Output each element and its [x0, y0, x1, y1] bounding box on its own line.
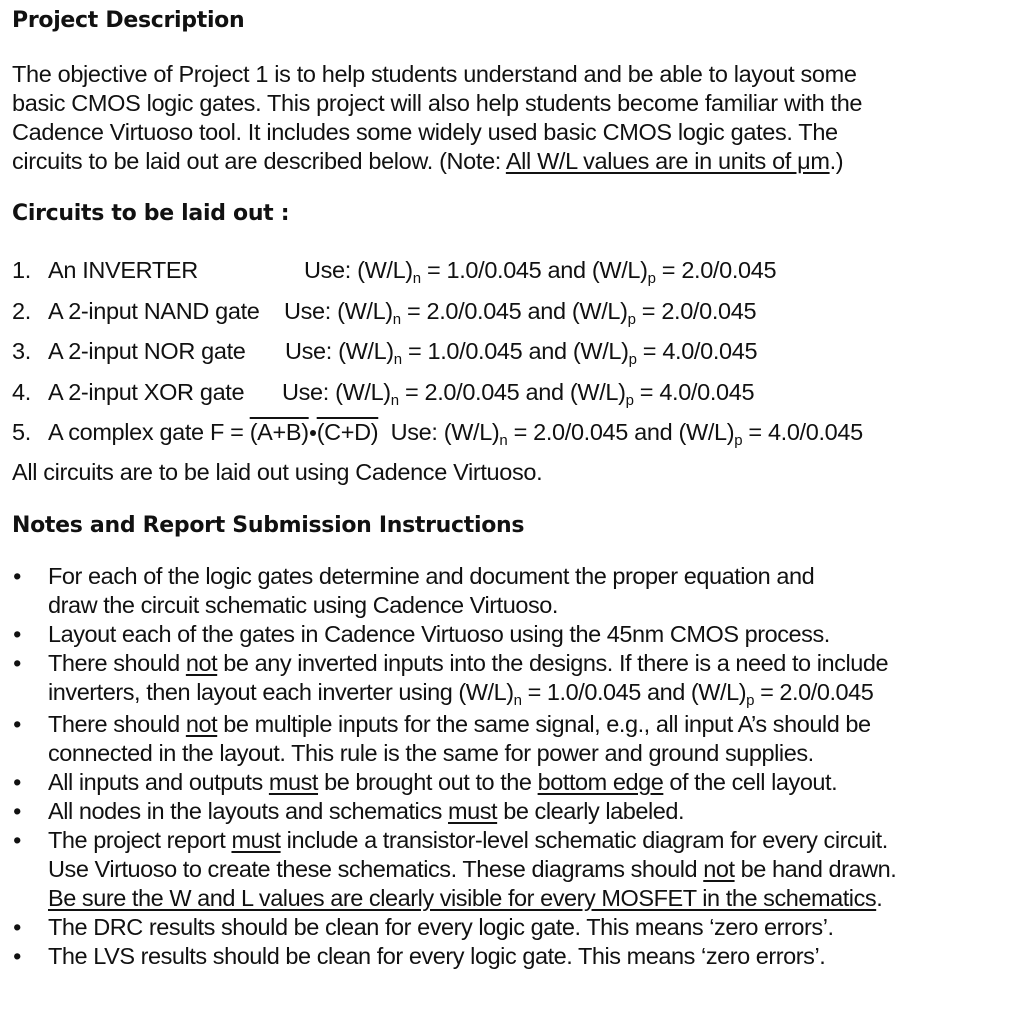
list-item: • The LVS results should be clean for every logic gate. This means ‘zero errors’.	[13, 943, 826, 969]
bullet-icon: •	[13, 943, 21, 969]
wl-n-value: 1.0/0.045	[446, 257, 542, 283]
bullet-icon: •	[13, 650, 21, 676]
paragraph-line: The objective of Project 1 is to help students understand and be able to layout some	[12, 61, 857, 87]
circuit-item-xor: 4. A 2-input XOR gate Use: $(W/L)_n = 2.0/0.045$ and $(W/L)_p = 4.0/0.045$	[12, 376, 863, 417]
all-circuits-note: All circuits are to be laid out using Cadence Virtuoso.	[12, 459, 543, 485]
wl-n-value: 2.0/0.045	[533, 419, 628, 446]
list-item: • For each of the logic gates determine and document the proper equation and draw the circuit schematic using Cadence Virtuoso.	[13, 563, 815, 618]
circuit-item-nor: 3. A 2-input NOR gate Use: $(W/L)_n = 1.0/0.045$ and $(W/L)_p = 4.0/0.045$	[12, 335, 863, 376]
bullet-icon: •	[13, 769, 21, 795]
wl-p-value: 2.0/0.045	[661, 297, 757, 324]
circuit-name: A 2-input XOR gate	[48, 378, 245, 405]
notes-heading: Notes and Report Submission Instructions	[12, 513, 525, 538]
list-item: • The DRC results should be clean for every logic gate. This means ‘zero errors’.	[13, 914, 834, 940]
list-item: • Layout each of the gates in Cadence Virtuoso using the 45nm CMOS process.	[13, 621, 830, 647]
paragraph-line: Cadence Virtuoso tool. It includes some widely used basic CMOS logic gates. The	[12, 119, 838, 145]
bullet-icon: •	[13, 621, 21, 647]
circuits-heading: Circuits to be laid out :	[12, 201, 290, 226]
wl-p-value: 4.0/0.045	[662, 338, 758, 365]
project-description-heading: Project Description	[12, 8, 245, 33]
circuit-item-nand: 2. A 2-input NAND gate Use: $(W/L)_n = 2.0/0.045$ and $(W/L)_p = 2.0/0.045$	[12, 295, 863, 336]
circuit-list	[12, 254, 863, 457]
notes-list	[12, 562, 896, 971]
circuit-name: A complex gate F =	[48, 419, 250, 446]
bullet-icon: •	[13, 827, 21, 853]
complex-gate-expression: (A+B) (C+D)	[249, 419, 379, 446]
wl-n-value: 2.0/0.045	[424, 378, 520, 405]
wl-n-value: 1.0/0.045	[427, 338, 523, 365]
circuit-item-inverter: 1. An INVERTER Use: $(W/L)_n = 1.0/0.045$ and $(W/L)_p = 2.0/0.045$	[12, 254, 863, 295]
units-note: All W/L values are in units of μm	[505, 148, 830, 174]
list-item: • The project report must include a transistor-level schematic diagram for every circuit. Use Virtuoso to create these schematics. These diagrams should not be hand drawn. Be sure the W and L values are clearly visible for every MOSFET in the schematics.	[13, 827, 897, 911]
wl-p-value: 4.0/0.045	[767, 419, 863, 446]
bullet-icon: •	[13, 914, 21, 940]
circuit-name: A 2-input NAND gate	[48, 297, 260, 324]
wl-p-value: 4.0/0.045	[659, 378, 755, 405]
circuit-item-complex: 5. A complex gate F = (A+B) (C+D) Use: $(W/L)_n = 2.0/0.045$ and $(W/L)_p = 4.0/0.045$	[12, 419, 863, 450]
wl-n-value: 2.0/0.045	[426, 297, 522, 324]
circuit-name: An INVERTER	[48, 257, 198, 283]
project-description-paragraph	[12, 60, 1012, 176]
paragraph-line: basic CMOS logic gates. This project will also help students become familiar with the	[12, 90, 863, 116]
circuit-name: A 2-input NOR gate	[48, 338, 246, 365]
bullet-icon: •	[13, 711, 21, 737]
list-item: • There should not be any inverted inputs into the designs. If there is a need to include inverters, then layout each inverter using $(W/L)_n = 1.0/0.045$ and $(W/L)_p = 2.0/0.045$	[13, 650, 889, 709]
list-item: • All nodes in the layouts and schematics must be clearly labeled.	[13, 798, 685, 824]
bullet-icon: •	[13, 563, 21, 589]
and-dot-icon	[310, 430, 316, 436]
list-item: • All inputs and outputs must be brought out to the bottom edge of the cell layout.	[13, 769, 838, 795]
paragraph-line: circuits to be laid out are described below. (Note: All W/L values are in units of μm.)	[12, 148, 844, 174]
list-item: • There should not be multiple inputs for the same signal, e.g., all input A’s should be connected in the layout. This rule is the same for power and ground supplies.	[13, 711, 871, 766]
wl-p-value: 2.0/0.045	[681, 257, 777, 283]
bullet-icon: •	[13, 798, 21, 824]
